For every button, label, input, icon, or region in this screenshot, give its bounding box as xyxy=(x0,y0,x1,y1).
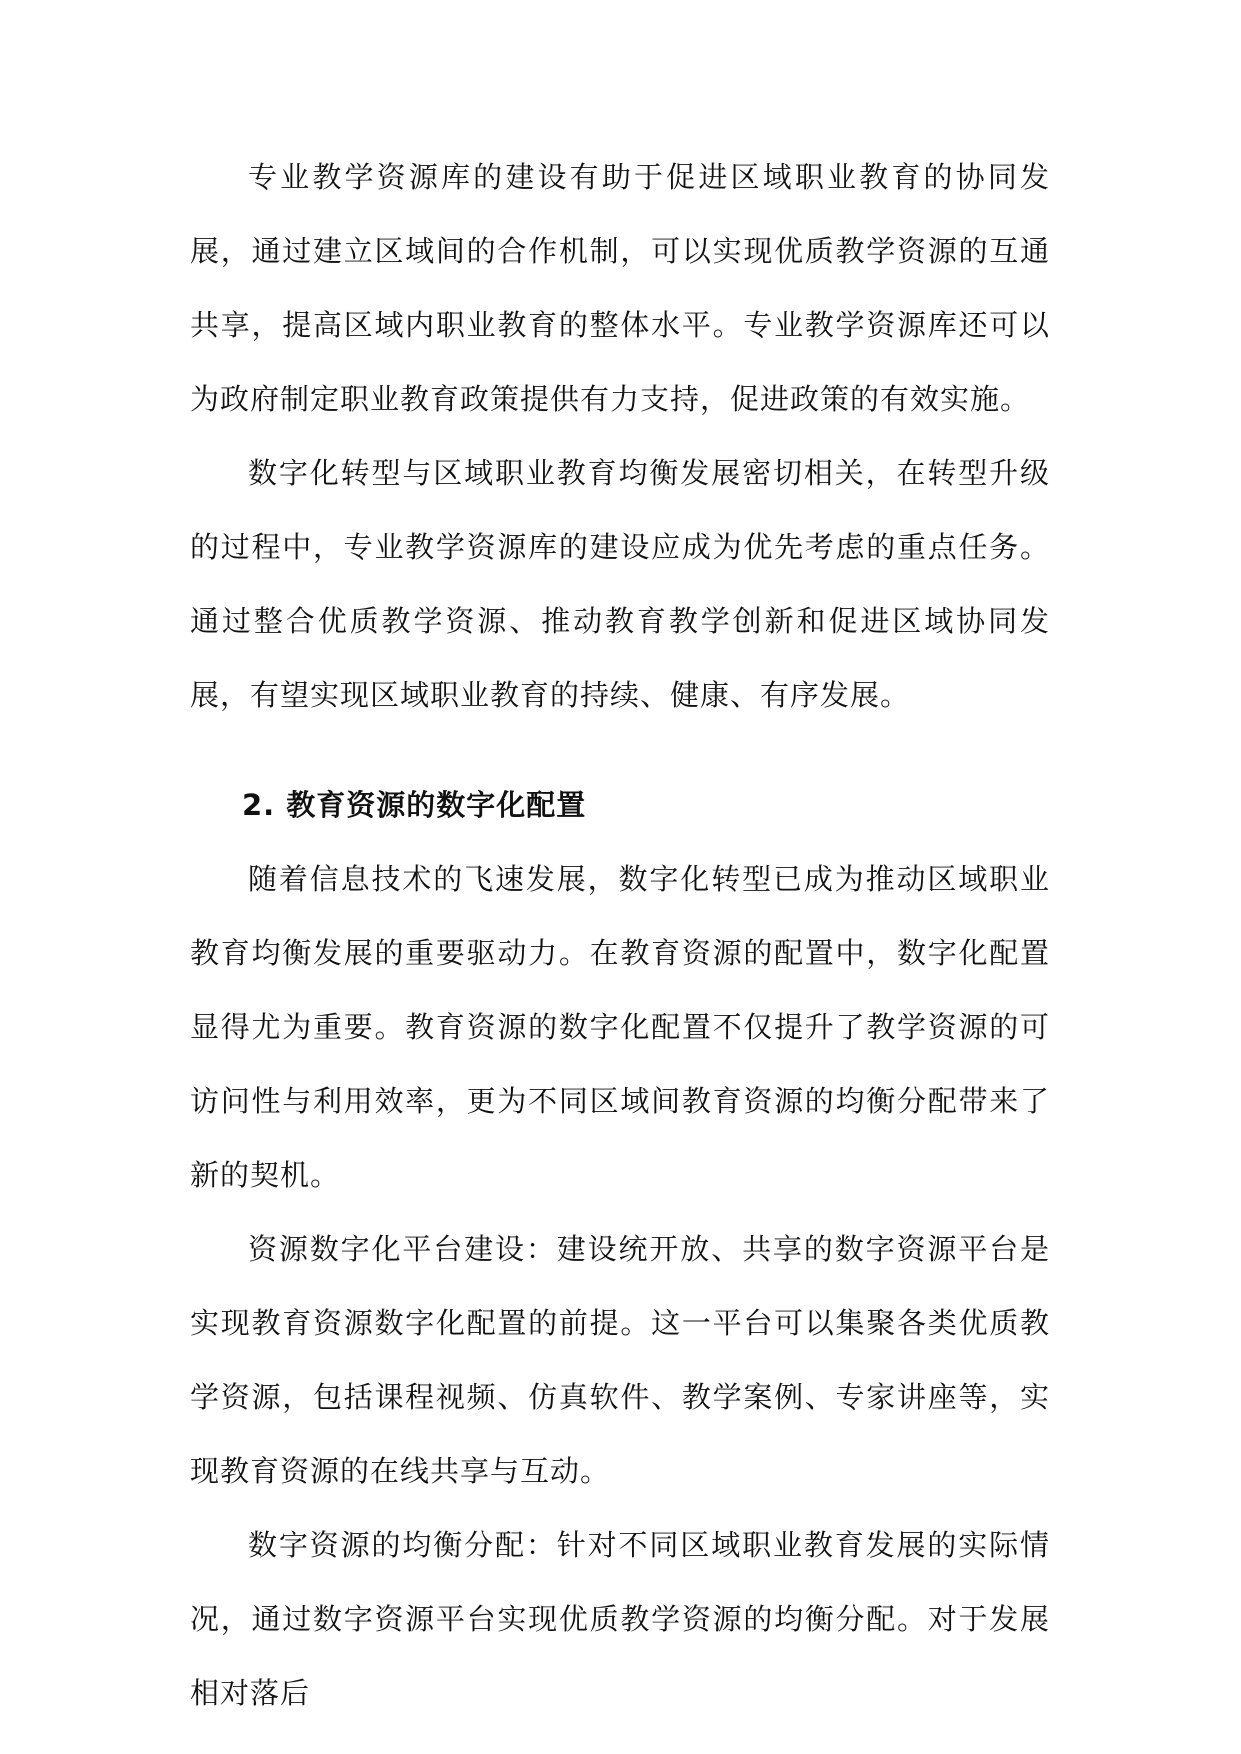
paragraph-platform-construction: 资源数字化平台建设：建设统开放、共享的数字资源平台是实现教育资源数字化配置的前提。这一平台可以集聚各类优质教学资源，包括课程视频、仿真软件、教学案例、专家讲座等，实现教育资源的在线共享与互动。 xyxy=(190,1232,1050,1488)
paragraph-resource-library-collaboration: 专业教学资源库的建设有助于促进区域职业教育的协同发展，通过建立区域间的合作机制，可以实现优质教学资源的互通共享，提高区域内职业教育的整体水平。专业教学资源库还可以为政府制定职业教育政策提供有力支持，促进政策的有效实施。 xyxy=(190,160,1050,416)
document-body xyxy=(190,140,1050,1730)
paragraph-balanced-distribution: 数字资源的均衡分配：针对不同区域职业教育发展的实际情况，通过数字资源平台实现优质教学资源的均衡分配。对于发展相对落后 xyxy=(190,1528,1050,1710)
section-heading: 2. 教育资源的数字化配置 xyxy=(242,788,587,822)
paragraph-it-development: 随着信息技术的飞速发展，数字化转型已成为推动区域职业教育均衡发展的重要驱动力。在教育资源的配置中，数字化配置显得尤为重要。教育资源的数字化配置不仅提升了教学资源的可访问性与利用效率，更为不同区域间教育资源的均衡分配带来了新的契机。 xyxy=(190,862,1050,1192)
paragraph-digital-transformation: 数字化转型与区域职业教育均衡发展密切相关，在转型升级的过程中，专业教学资源库的建设应成为优先考虑的重点任务。通过整合优质教学资源、推动教育教学创新和促进区域协同发展，有望实现区域职业教育的持续、健康、有序发展。 xyxy=(190,456,1050,712)
